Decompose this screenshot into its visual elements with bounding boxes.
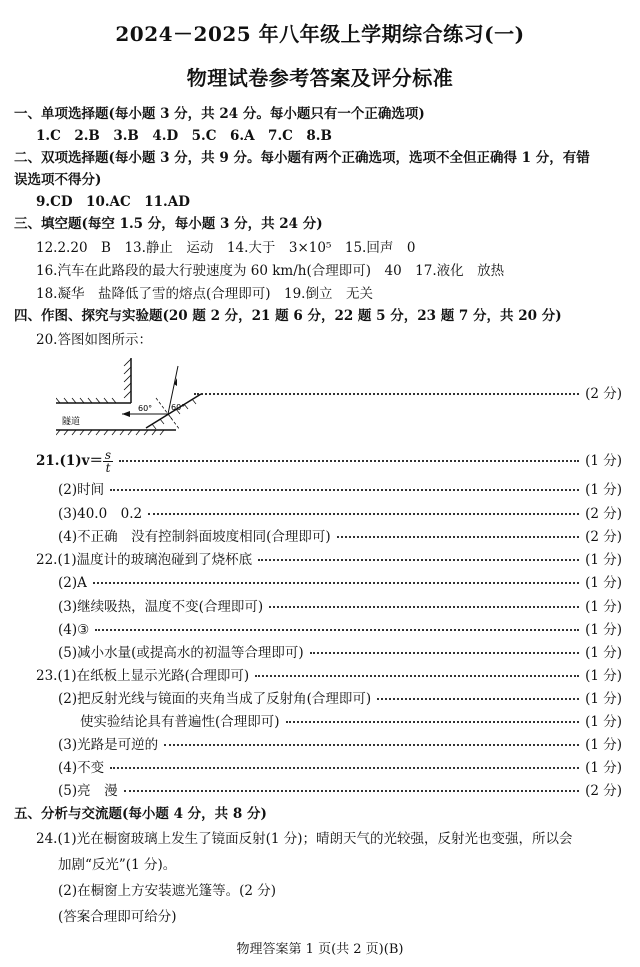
q22-score-3: (1 分): [585, 599, 622, 615]
section1-heading: 一、单项选择题(每小题 3 分，共 24 分。每小题只有一个正确选项): [14, 106, 425, 122]
q23-score-5: (1 分): [585, 760, 622, 776]
q23-label-6: (5)亮 漫: [58, 783, 118, 799]
q23-row-1: [36, 666, 622, 686]
q23-label-4: (3)光路是可逆的: [58, 737, 159, 753]
speed-formula: [103, 449, 113, 474]
q23-row-5: [58, 758, 622, 778]
q22-score-5: (1 分): [585, 645, 622, 661]
q23-score-1: (1 分): [585, 668, 622, 684]
q21-row-1: [36, 447, 622, 475]
q21-row-3: [58, 504, 622, 524]
q24-line2: 加剧“反光”(1 分)。: [58, 857, 177, 873]
q22-label-2: (2)A: [58, 575, 87, 591]
q21-row-2: [58, 480, 622, 500]
q22-row-2: [58, 573, 622, 593]
q24-line4: (答案合理即可给分): [58, 909, 177, 925]
q23-row-4: [58, 735, 622, 755]
q23-row-2: [58, 689, 622, 709]
angle-label-2: 60°: [171, 403, 186, 412]
q23-row-6: [58, 781, 622, 801]
section3-line1: 12.2.20 B 13.静止 运动 14.大于 3×10⁵ 15.回声 0: [36, 240, 416, 256]
q21-row-4: [58, 527, 622, 547]
section3-line3: 18.凝华 盐降低了雪的熔点(合理即可) 19.倒立 无关: [36, 286, 373, 302]
q23-label-5: (4)不变: [58, 760, 105, 776]
q22-row-3: [58, 597, 622, 617]
angle-label-1: 60°: [138, 404, 153, 413]
q22-row-4: [58, 620, 622, 640]
q23-row-3: [80, 712, 622, 732]
q22-score-2: (1 分): [585, 575, 622, 591]
section1-answers: 1.C 2.B 3.B 4.D 5.C 6.A 7.C 8.B: [36, 128, 332, 144]
q22-score-4: (1 分): [585, 622, 622, 638]
q21-label-4: (4)不正确 没有控制斜面坡度相同(合理即可): [58, 529, 331, 545]
section5-heading: 五、分析与交流题(每小题 4 分，共 8 分): [14, 806, 267, 822]
section3-heading: 三、填空题(每空 1.5 分，每小题 3 分，共 24 分): [14, 216, 323, 232]
q21-score-4: (2 分): [585, 529, 622, 545]
page-subtitle: 物理试卷参考答案及评分标准: [186, 66, 454, 90]
page-footer: 物理答案第 1 页(共 2 页)(B): [236, 942, 404, 957]
q22-label-5: (5)减小水量(或提高水的初温等合理即可): [58, 645, 304, 661]
q20-score: (2 分): [585, 386, 622, 402]
q21-score-3: (2 分): [585, 506, 622, 522]
q23-label-2: (2)把反射光线与镜面的夹角当成了反射角(合理即可): [58, 691, 372, 707]
section3-line2: 16.汽车在此路段的最大行驶速度为 60 km/h(合理即可) 40 17.液化 放热: [36, 263, 505, 279]
q22-row-5: [58, 643, 622, 663]
q22-row-1: [36, 550, 622, 570]
q21-label-3: (3)40.0 0.2: [58, 506, 143, 522]
q20-score-row: [194, 384, 622, 404]
q23-label-3: 使实验结论具有普遍性(合理即可): [80, 714, 280, 730]
q23-label-1: 23.(1)在纸板上显示光路(合理即可): [36, 668, 250, 684]
section2-answers: 9.CD 10.AC 11.AD: [36, 194, 190, 210]
q21-label-2: (2)时间: [58, 482, 105, 498]
frac-numerator: s: [104, 447, 112, 462]
q22-score-1: (1 分): [585, 552, 622, 568]
q20-intro: 20.答图如图所示：: [36, 332, 152, 348]
q23-score-2: (1 分): [585, 691, 622, 707]
q22-label-4: (4)③: [58, 622, 90, 638]
q21-score-2: (1 分): [585, 482, 622, 498]
q21-label-prefix: 21.(1)v＝: [36, 452, 103, 469]
section2-heading-line2: 误选项不得分): [14, 172, 102, 188]
q23-score-3: (1 分): [585, 714, 622, 730]
q24-line3: (2)在橱窗上方安装遮光篷等。(2 分): [58, 883, 277, 899]
section2-heading-line1: 二、双项选择题(每小题 3 分，共 9 分。每小题有两个正确选项，选项不全但正确得 1 分，有错: [14, 150, 590, 166]
section4-heading: 四、作图、探究与实验题(20 题 2 分，21 题 6 分，22 题 5 分，23 题 7 分，共 20 分): [14, 308, 562, 324]
tunnel-label: 隧道: [62, 417, 81, 427]
q24-line1: 24.(1)光在橱窗玻璃上发生了镜面反射(1 分)；晴朗天气的光较强，反射光也变强，所以会: [36, 831, 573, 847]
q23-score-4: (1 分): [585, 737, 622, 753]
q23-score-6: (2 分): [585, 783, 622, 799]
q21-score-1: (1 分): [585, 453, 622, 469]
q22-label-3: (3)继续吸热，温度不变(合理即可): [58, 599, 264, 615]
page-title: 2024－2025 年八年级上学期综合练习(一): [115, 22, 525, 46]
frac-denominator: t: [105, 460, 111, 475]
q22-label-1: 22.(1)温度计的玻璃泡碰到了烧杯底: [36, 552, 253, 568]
